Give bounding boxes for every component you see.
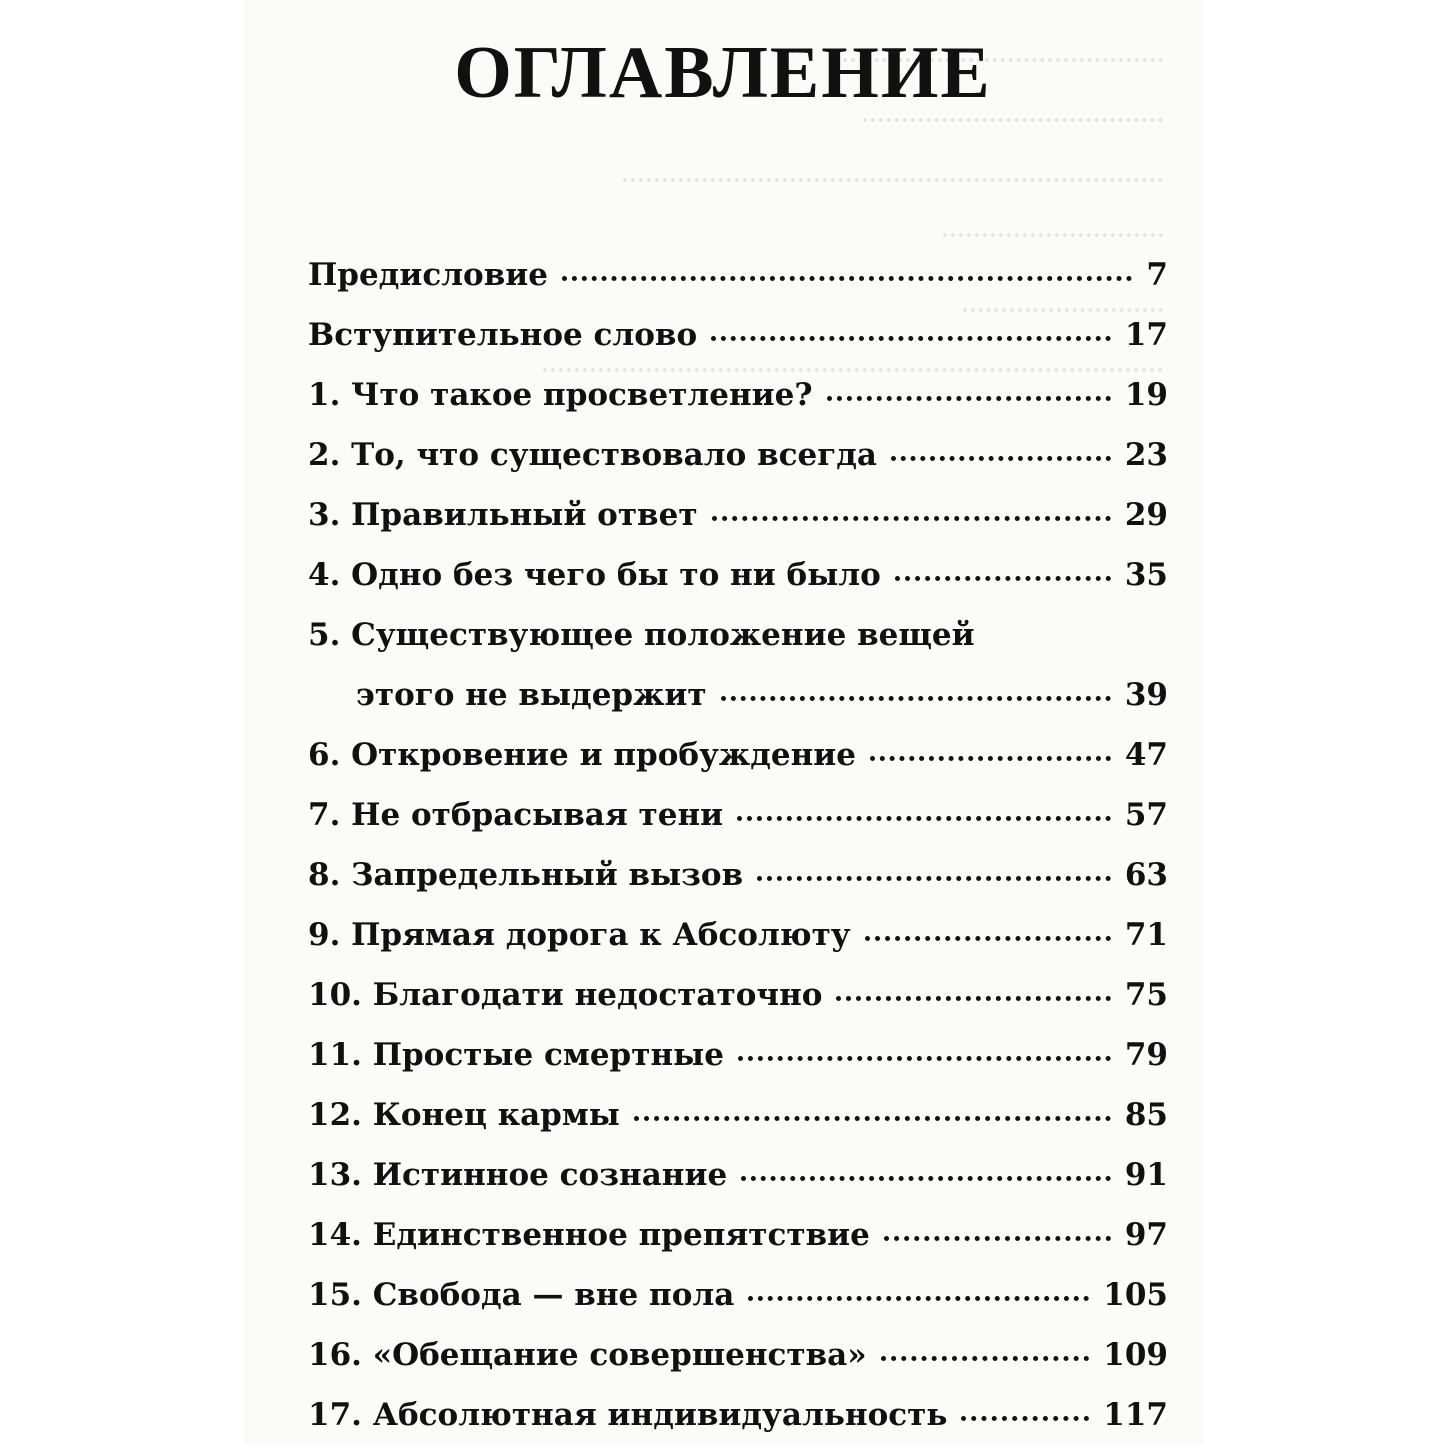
toc-entry-page: 29 <box>1124 497 1168 533</box>
dot-leader <box>961 1416 1089 1421</box>
toc-entry-page: 97 <box>1124 1217 1168 1253</box>
toc-entry-title: 13. Истинное сознание <box>308 1157 728 1193</box>
dot-leader <box>895 576 1111 581</box>
toc-entry-title: 8. Запредельный вызов <box>308 857 744 893</box>
toc-entry-title: 14. Единственное препятствие <box>308 1217 870 1253</box>
toc-entry-page: 85 <box>1124 1097 1168 1133</box>
toc-entry-page: 35 <box>1124 557 1168 593</box>
toc-entry[interactable] <box>308 1385 1168 1445</box>
toc-entry-title: Предисловие <box>308 257 548 293</box>
toc-entry-title: 5. Существующее положение вещей <box>308 617 975 653</box>
toc-entry[interactable] <box>308 845 1168 905</box>
dot-leader <box>738 1056 1111 1061</box>
toc-entry[interactable] <box>308 365 1168 425</box>
toc-entry-title: 6. Откровение и пробуждение <box>308 737 857 773</box>
toc-entry[interactable] <box>308 1025 1168 1085</box>
toc-entry[interactable] <box>308 785 1168 845</box>
toc-entry-page: 47 <box>1124 737 1168 773</box>
toc-entry-title: 3. Правильный ответ <box>308 497 698 533</box>
toc-entry-title: 10. Благодати недостаточно <box>308 977 823 1013</box>
toc-entry-page: 39 <box>1124 677 1168 713</box>
toc-entry[interactable] <box>308 1325 1168 1385</box>
dot-leader <box>711 336 1111 341</box>
toc-entry-title: 4. Одно без чего бы то ни было <box>308 557 881 593</box>
toc-entry[interactable] <box>308 425 1168 485</box>
toc-entry-page: 91 <box>1124 1157 1168 1193</box>
toc-entry-title: 1. Что такое просветление? <box>308 377 813 413</box>
toc-entry-page: 109 <box>1103 1337 1168 1373</box>
dot-leader <box>865 936 1111 941</box>
dot-leader <box>881 1356 1090 1361</box>
toc-entry-page: 71 <box>1124 917 1168 953</box>
dot-leader <box>870 756 1111 761</box>
toc-entry-page: 117 <box>1103 1397 1168 1433</box>
show-through-line <box>623 140 1163 182</box>
toc-entry-title: 2. То, что существовало всегда <box>308 437 877 473</box>
toc-entry-page: 19 <box>1124 377 1168 413</box>
toc-entry-title: 15. Свобода — вне пола <box>308 1277 735 1313</box>
toc-entry-page: 17 <box>1124 317 1168 353</box>
dot-leader <box>634 1116 1111 1121</box>
dot-leader <box>712 516 1111 521</box>
table-of-contents <box>308 245 1168 1445</box>
toc-entry[interactable] <box>308 965 1168 1025</box>
show-through-line <box>943 195 1163 237</box>
toc-entry-page: 79 <box>1124 1037 1168 1073</box>
toc-entry-title: 17. Абсолютная индивидуальность <box>308 1397 948 1433</box>
dot-leader <box>827 396 1111 401</box>
toc-entry[interactable] <box>308 545 1168 605</box>
toc-entry[interactable] <box>308 725 1168 785</box>
toc-entry-title: 12. Конец кармы <box>308 1097 620 1133</box>
toc-entry-title-continuation: этого не выдержит <box>356 677 707 713</box>
page-title: ОГЛАВЛЕНИЕ <box>454 32 992 114</box>
toc-entry[interactable] <box>308 245 1168 305</box>
book-page <box>243 0 1203 1445</box>
dot-leader <box>757 876 1111 881</box>
dot-leader <box>884 1236 1111 1241</box>
toc-entry[interactable] <box>308 305 1168 365</box>
dot-leader <box>836 996 1110 1001</box>
dot-leader <box>741 1176 1111 1181</box>
toc-entry-title: 11. Простые смертные <box>308 1037 724 1073</box>
dot-leader <box>748 1296 1089 1301</box>
toc-entry-page: 63 <box>1124 857 1168 893</box>
toc-entry[interactable] <box>308 485 1168 545</box>
toc-entry[interactable] <box>308 1265 1168 1325</box>
toc-entry[interactable] <box>308 1145 1168 1205</box>
toc-entry-continuation <box>308 665 1168 725</box>
toc-entry-page: 105 <box>1103 1277 1168 1313</box>
toc-entry[interactable] <box>308 605 1168 725</box>
toc-entry[interactable] <box>308 1205 1168 1265</box>
toc-entry-page: 23 <box>1124 437 1168 473</box>
toc-entry[interactable] <box>308 905 1168 965</box>
dot-leader <box>891 456 1111 461</box>
toc-entry[interactable] <box>308 1085 1168 1145</box>
dot-leader <box>737 816 1111 821</box>
toc-entry-page: 75 <box>1124 977 1168 1013</box>
toc-entry-page: 57 <box>1124 797 1168 833</box>
toc-entry-title: 7. Не отбрасывая тени <box>308 797 724 833</box>
toc-entry-title: 16. «Обещание совершенства» <box>308 1337 867 1373</box>
toc-entry-title: 9. Прямая дорога к Абсолюту <box>308 917 851 953</box>
dot-leader <box>562 276 1132 281</box>
toc-entry-page: 7 <box>1146 257 1168 293</box>
toc-entry-title: Вступительное слово <box>308 317 698 353</box>
dot-leader <box>721 696 1111 701</box>
